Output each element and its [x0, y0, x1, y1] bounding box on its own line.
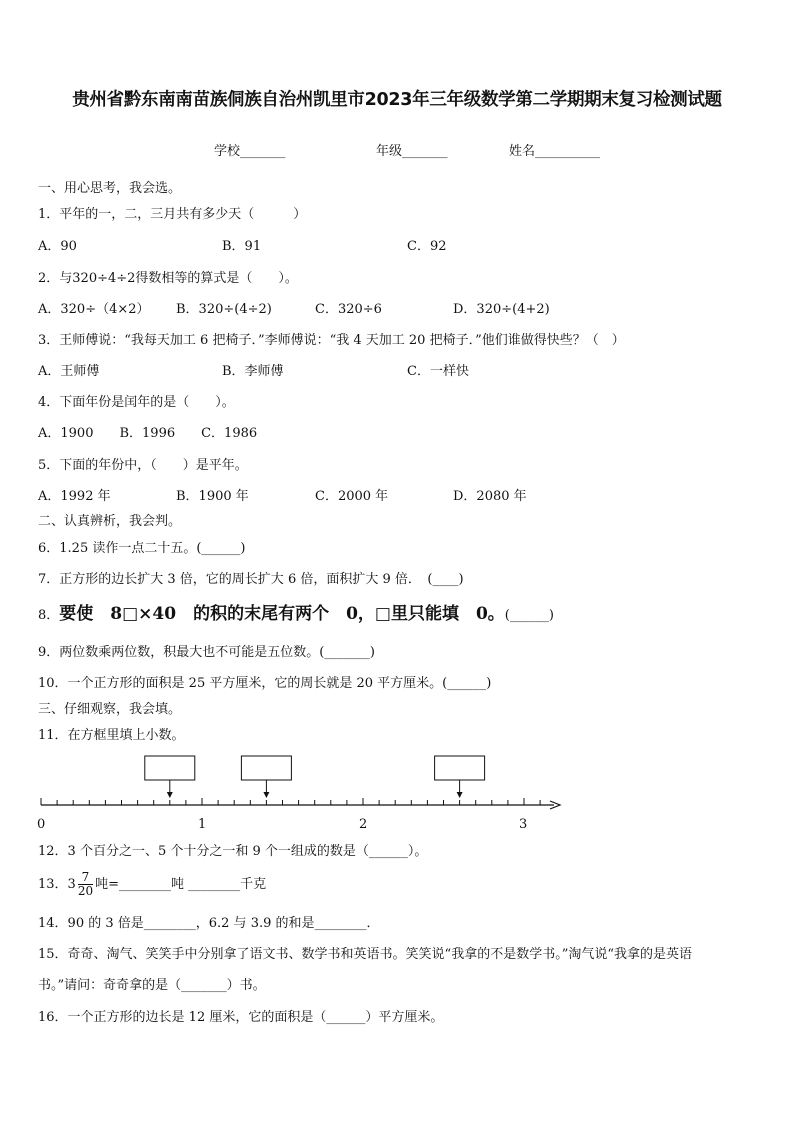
q8-statement: 要使 8□×40 的积的末尾有两个 0，□里只能填 0。 — [59, 604, 505, 624]
q1-option-a: A．90 — [38, 239, 77, 254]
question-15-line-1: 15．奇奇、淘气、笑笑手中分别拿了语文书、数学书和英语书。笑笑说“我拿的不是数学书。”淘气说“我拿的是英语 — [38, 947, 692, 962]
number-line-label-2: 2 — [359, 817, 368, 832]
question-15-line-2: 书。”请问：奇奇拿的是（_______）书。 — [38, 978, 266, 993]
question-12: 12．3 个百分之一、5 个十分之一和 9 个一组成的数是（______）。 — [38, 844, 428, 859]
question-14: 14．90 的 3 倍是________，6.2 与 3.9 的和是________． — [38, 916, 380, 931]
q2-option-c: C．320÷6 — [315, 302, 382, 317]
q2-option-d: D．320÷(4+2) — [453, 302, 550, 317]
q2-option-b: B．320÷(4÷2) — [176, 302, 272, 317]
section-2-heading: 二、认真辨析，我会判。 — [38, 514, 182, 529]
number-line-label-1: 1 — [198, 817, 207, 832]
q2-option-a: A．320÷（4×2） — [38, 302, 150, 317]
question-10: 10．一个正方形的面积是 25 平方厘米，它的周长就是 20 平方厘米。(______) — [38, 676, 492, 691]
number-line — [41, 756, 560, 809]
grade-field: 年级_______ — [376, 144, 448, 159]
page-title: 贵州省黔东南南苗族侗族自治州凯里市2023年三年级数学第二学期期末复习检测试题 — [72, 90, 722, 110]
question-1: 1．平年的一，二，三月共有多少天（ ） — [38, 207, 307, 222]
pointer-arrow-1 — [167, 792, 173, 798]
q1-option-c: C．92 — [407, 239, 447, 254]
q5-option-d: D．2080 年 — [453, 489, 527, 504]
section-1-heading: 一、用心思考，我会选。 — [38, 181, 182, 196]
q3-option-b: B．李师傅 — [222, 364, 284, 379]
q13-lead: 13．3 — [38, 877, 76, 892]
section-3-heading: 三、仔细观察，我会填。 — [38, 702, 182, 717]
number-line-label-3: 3 — [519, 817, 528, 832]
q13-tail: 吨=________吨 ________千克 — [95, 877, 267, 892]
q5-option-a: A．1992 年 — [38, 489, 111, 504]
answer-box-3 — [435, 756, 485, 780]
q13-numerator: 7 — [81, 870, 90, 884]
question-4: 4．下面年份是闰年的是（ ）。 — [38, 395, 235, 410]
pointer-arrow-2 — [263, 792, 269, 798]
q1-option-b: B．91 — [222, 239, 262, 254]
name-field: 姓名__________ — [509, 144, 601, 159]
question-2: 2．与320÷4÷2得数相等的算式是（ ）。 — [38, 271, 298, 286]
question-3: 3．王师傅说：“我每天加工 6 把椅子．”李师傅说：“我 4 天加工 20 把椅子．”他们谁做得快些？（ ） — [38, 333, 625, 348]
question-11: 11．在方框里填上小数。 — [38, 728, 185, 743]
number-line-label-0: 0 — [37, 817, 46, 832]
question-9: 9．两位数乘两位数，积最大也不可能是五位数。(_______) — [38, 645, 375, 660]
pointer-arrow-3 — [457, 792, 463, 798]
question-13 — [38, 868, 266, 902]
question-16: 16．一个正方形的边长是 12 厘米，它的面积是（______）平方厘米。 — [38, 1010, 444, 1025]
q3-option-a: A．王师傅 — [38, 364, 100, 379]
school-field: 学校_______ — [214, 144, 286, 159]
q5-option-c: C．2000 年 — [315, 489, 389, 504]
q5-option-b: B．1900 年 — [176, 489, 249, 504]
question-7: 7．正方形的边长扩大 3 倍，它的周长扩大 6 倍，面积扩大 9 倍． (____) — [38, 572, 464, 587]
q8-number: 8． — [38, 608, 60, 623]
answer-box-1 — [145, 756, 195, 780]
q4-options: A．1900 B．1996 C．1986 — [38, 426, 258, 441]
answer-box-2 — [241, 756, 291, 780]
q13-fraction — [78, 871, 93, 898]
q13-denominator: 20 — [77, 884, 94, 898]
q8-answer-blank: (______) — [504, 608, 554, 623]
q3-option-c: C．一样快 — [407, 364, 469, 379]
question-6: 6．1.25 读作一点二十五。(______) — [38, 541, 246, 556]
question-5: 5．下面的年份中，（ ）是平年。 — [38, 458, 248, 473]
